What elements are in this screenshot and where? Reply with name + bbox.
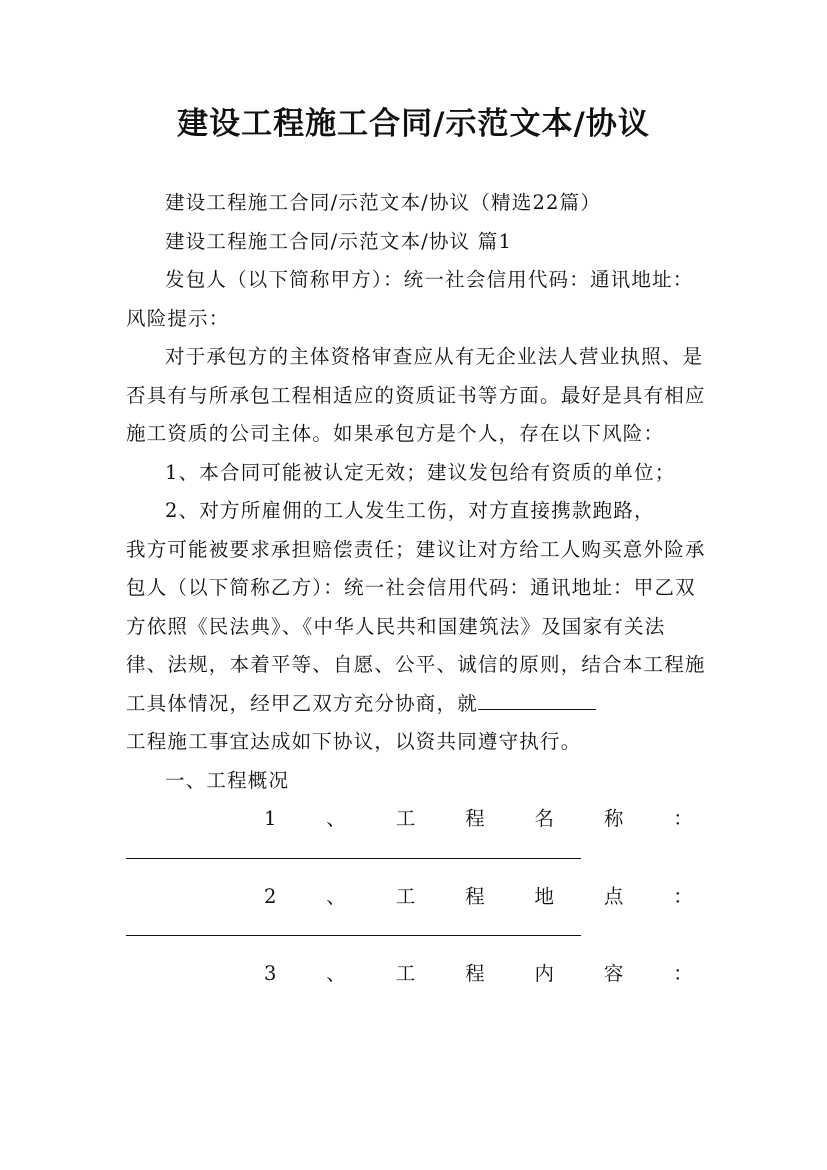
item-char: 内: [534, 962, 556, 985]
paragraph-employer-info: 发包人（以下简称甲方）：统一社会信用代码：通讯地址：风险提示：: [126, 268, 694, 330]
paragraph-risk-2: 2、对方所雇佣的工人发生工伤，对方直接携款跑路，: [165, 499, 655, 522]
item-char: 、: [326, 807, 347, 830]
project-location-fill-line: [126, 916, 581, 936]
item-char: 工: [395, 807, 417, 830]
section-project-overview: 一、工程概况: [165, 768, 290, 792]
item-char: 工: [395, 962, 417, 985]
item-char: 1: [264, 807, 278, 830]
item-project-location: [126, 878, 706, 917]
paragraph-risk-note: 对于承包方的主体资格审查应从有无企业法人营业执照、是否具有与所承包工程相适应的资质证书等方面。最好是具有相应施工资质的公司主体。如果承包方是个人，存在以下风险：: [126, 345, 706, 445]
item-char: 2: [264, 884, 278, 908]
paragraph-contractor-text: 我方可能被要求承担赔偿责任；建议让对方给工人购买意外险承包人（以下简称乙方）：统一社会信用代码：通讯地址：甲乙双方依照《民法典》、《中华人民共和国建筑法》及国家有关法律、法规，本着平等、自愿、公平、诚信的原则，结合本工程施工具体情况，经甲乙双方充分协商，就: [126, 537, 706, 715]
item-char: 工: [395, 884, 417, 908]
item-char: 、: [326, 884, 347, 908]
item-char: ：: [673, 884, 694, 908]
item-char: 3: [264, 962, 278, 985]
item-char: 程: [465, 807, 486, 830]
item-char: 地: [534, 884, 556, 908]
item-char: 程: [465, 884, 486, 908]
paragraph-contractor-agreement: [126, 531, 706, 724]
item-char: ：: [673, 807, 694, 830]
project-name-blank: [478, 689, 596, 710]
project-name-fill-line: [126, 839, 581, 859]
item-char: ：: [673, 962, 694, 985]
item-project-content: [126, 955, 706, 994]
item-char: 容: [603, 962, 625, 985]
item-char: 、: [326, 962, 347, 985]
document-body: [126, 184, 706, 994]
document-title: 建设工程施工合同/示范文本/协议: [177, 106, 650, 142]
item-project-name: [126, 800, 706, 839]
paragraph-agreement-close: 工程施工事宜达成如下协议，以资共同遵守执行。: [126, 730, 582, 753]
item-char: 点: [603, 884, 625, 908]
item-char: 程: [465, 962, 486, 985]
item-char: 名: [534, 807, 556, 830]
paragraph-section-heading: 建设工程施工合同/示范文本/协议 篇1: [165, 229, 513, 253]
paragraph-subtitle: 建设工程施工合同/示范文本/协议（精选22篇）: [165, 191, 602, 214]
item-char: 称: [603, 807, 625, 830]
paragraph-risk-1: 1、本合同可能被认定无效；建议发包给有资质的单位；: [165, 460, 676, 484]
